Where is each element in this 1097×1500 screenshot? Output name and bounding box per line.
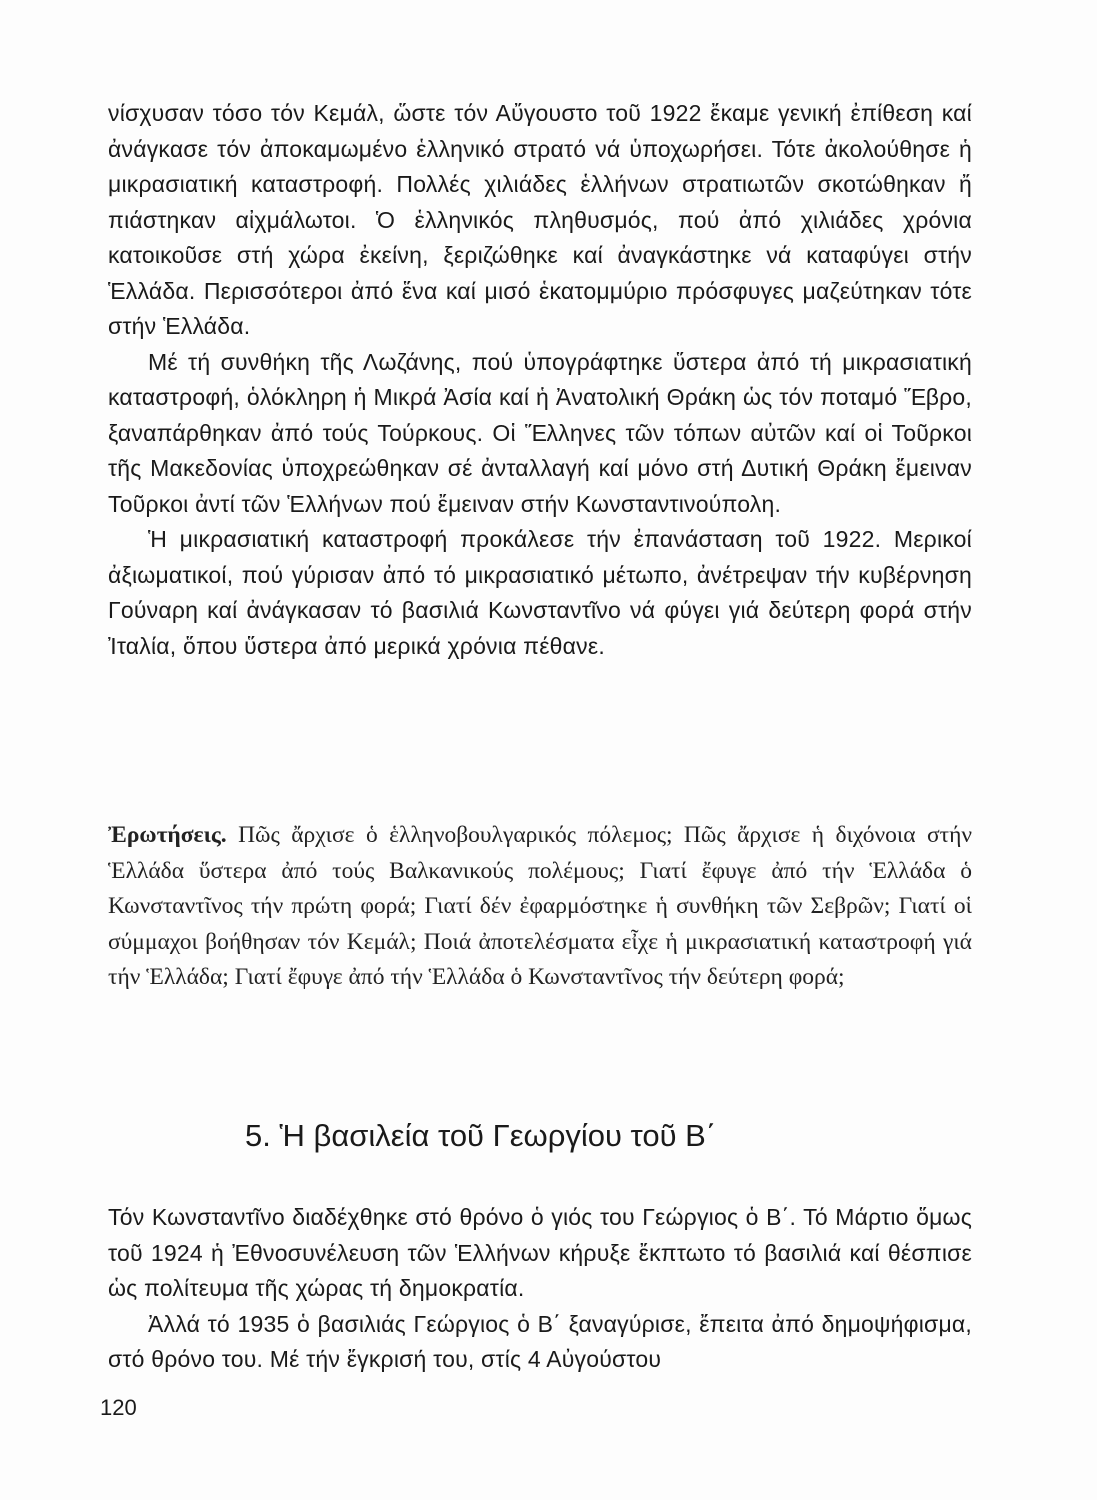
questions-text: Πῶς ἄρχισε ὁ ἑλληνοβουλγαρικός πόλεμος; Πῶς ἄρχισε ἡ διχόνοια στήν Ἑλλάδα ὕστερα ἀπό τούς Βαλκανικούς πολέμους; Γιατί ἔφυγε ἀπό τήν Ἑλλάδα ὁ Κωνσταντῖνος τήν πρώτη φορά; Γιατί δέν ἐφαρμόστηκε ἡ συνθήκη τῶν Σεβρῶν; Γιατί οἱ σύμμαχοι βοήθησαν τόν Κεμάλ; Ποιά ἀποτελέσματα εἶχε ἡ μικρασιατική καταστροφή γιά τήν Ἑλλάδα; Γιατί ἔφυγε ἀπό τήν Ἑλλάδα ὁ Κωνσταντῖνος τήν δεύτερη φορά;	[108, 822, 972, 990]
questions-block	[108, 818, 972, 996]
page-number: 120	[100, 1395, 137, 1420]
paragraph-lausanne-treaty: Μέ τή συνθήκη τῆς Λωζάνης, πού ὑπογράφτηκε ὕστερα ἀπό τή μικρασιατική καταστροφή, ὁλόκληρη ἡ Μικρά Ἀσία καί ἡ Ἀνατολική Θράκη ὡς τόν ποταμό Ἕβρο, ξαναπάρθηκαν ἀπό τούς Τούρκους. Οἱ Ἕλληνες τῶν τόπων αὐτῶν καί οἱ Τοῦρκοι τῆς Μακεδονίας ὑποχρεώθηκαν σέ ἀνταλλαγή καί μόνο στή Δυτική Θράκη ἔμειναν Τοῦρκοι ἀντί τῶν Ἑλλήνων πού ἔμειναν στήν Κωνσταντινούπολη.	[108, 348, 972, 517]
chapter-heading: 5. Ἡ βασιλεία τοῦ Γεωργίου τοῦ Β΄	[245, 1118, 717, 1153]
questions-label: Ἐρωτήσεις.	[108, 822, 227, 848]
paragraph-return-1935: Ἀλλά τό 1935 ὁ βασιλιάς Γεώργιος ὁ Β΄ ξαναγύρισε, ἔπειτα ἀπό δημοψήφισμα, στό θρόνο του. Μέ τήν ἔγκρισή του, στίς 4 Αὐγούστου	[108, 1310, 972, 1372]
text-section-top	[108, 96, 972, 664]
text-section-bottom	[108, 1200, 972, 1378]
paragraph-george-succession: Τόν Κωνσταντῖνο διαδέχθηκε στό θρόνο ὁ γιός του Γεώργιος ὁ Β΄. Τό Μάρτιο ὅμως τοῦ 1924 ἡ Ἐθνοσυνέλευση τῶν Ἑλλήνων κήρυξε ἔκπτωτο τό βασιλιά καί θέσπισε ὡς πολίτευμα τῆς χώρας τή δημοκρατία.	[108, 1204, 972, 1301]
paragraph-kemal-offensive: νίσχυσαν τόσο τόν Κεμάλ, ὥστε τόν Αὔγουστο τοῦ 1922 ἔκαμε γενική ἐπίθεση καί ἀνάγκασε τόν ἀποκαμωμένο ἑλληνικό στρατό νά ὑποχωρήσει. Τότε ἀκολούθησε ἡ μικρασιατική καταστροφή. Πολλές χιλιάδες ἑλλήνων στρατιωτῶν σκοτώθηκαν ἤ πιάστηκαν αἰχμάλωτοι. Ὁ ἑλληνικός πληθυσμός, πού ἀπό χιλιάδες χρόνια κατοικοῦσε στή χώρα ἐκείνη, ξεριζώθηκε καί ἀναγκάστηκε νά καταφύγει στήν Ἑλλάδα. Περισσότεροι ἀπό ἕνα καί μισό ἑκατομμύριο πρόσφυγες μαζεύτηκαν τότε στήν Ἑλλάδα.	[108, 100, 972, 339]
paragraph-revolution-1922: Ἡ μικρασιατική καταστροφή προκάλεσε τήν ἐπανάσταση τοῦ 1922. Μερικοί ἀξιωματικοί, πού γύρισαν ἀπό τό μικρασιατικό μέτωπο, ἀνέτρεψαν τήν κυβέρνηση Γούναρη καί ἀνάγκασαν τό βασιλιά Κωνσταντῖνο νά φύγει γιά δεύτερη φορά στήν Ἰταλία, ὅπου ὕστερα ἀπό μερικά χρόνια πέθανε.	[108, 526, 972, 659]
